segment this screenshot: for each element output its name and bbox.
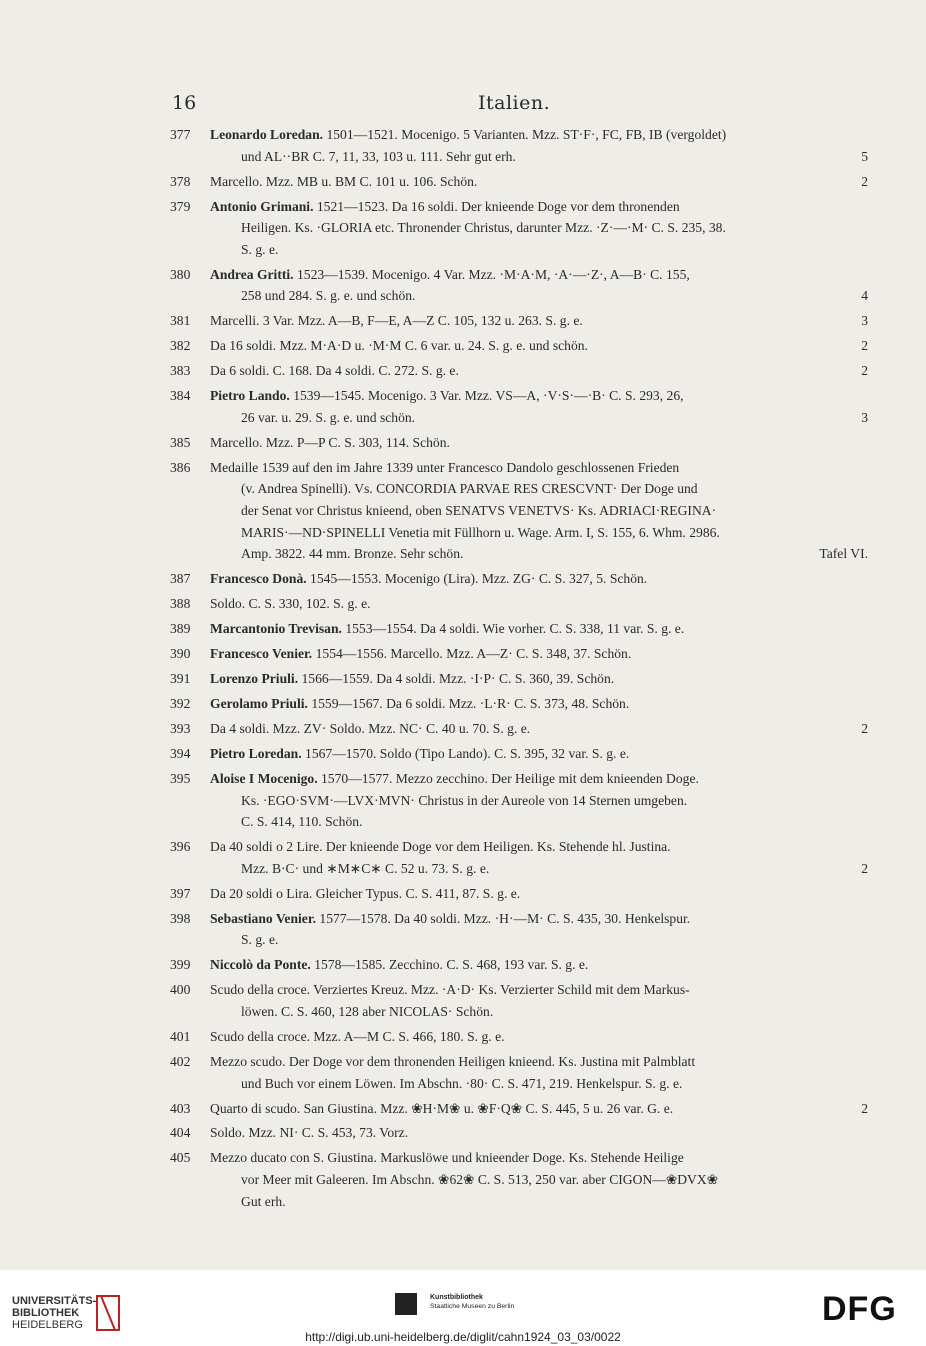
- ruler-name: Francesco Venier.: [210, 646, 313, 662]
- entry-line: [210, 929, 868, 951]
- kb-title: Kunstbibliothek: [430, 1294, 483, 1301]
- entry-text: 258 und 284. S. g. e. und schön.: [241, 288, 416, 304]
- catalog-entry: [170, 643, 868, 665]
- kunstbibliothek-icon: [395, 1293, 417, 1315]
- entry-number: 392: [170, 696, 191, 712]
- ruler-name: Sebastiano Venier.: [210, 910, 317, 926]
- catalog-entry: [170, 618, 868, 640]
- entry-text: Quarto di scudo. San Giustina. Mzz. ❀H·M❀ u. ❀F·Q❀ C. S. 445, 5 u. 26 var. G. e.: [210, 1100, 674, 1116]
- entry-number: 399: [170, 957, 191, 973]
- entry-line: [210, 743, 868, 765]
- entry-number: 400: [170, 982, 191, 998]
- entry-line: [210, 1147, 868, 1169]
- entry-number: 401: [170, 1028, 191, 1044]
- catalog-entry: [170, 360, 868, 382]
- entry-number: 378: [170, 173, 191, 189]
- entry-line: [210, 1122, 868, 1144]
- kunstbibliothek-logo[interactable]: [430, 1293, 514, 1311]
- entry-text: (v. Andrea Spinelli). Vs. CONCORDIA PARVAE RES CRESCVNT· Der Doge und: [241, 481, 698, 497]
- entry-number: 380: [170, 266, 191, 282]
- catalog-entry: [170, 693, 868, 715]
- entry-line: [210, 593, 868, 615]
- entry-number: 386: [170, 459, 191, 475]
- entry-text: 1578—1585. Zecchino. C. S. 468, 193 var. S. g. e.: [310, 957, 589, 973]
- entry-text: Marcello. Mzz. MB u. BM C. 101 u. 106. Schön.: [210, 173, 478, 189]
- entry-number: 404: [170, 1125, 191, 1141]
- entry-number: 395: [170, 771, 191, 787]
- entry-line: [210, 1026, 868, 1048]
- page-title: Italien.: [478, 92, 551, 114]
- catalog-entry: [170, 310, 868, 332]
- ruler-name: Aloise I Mocenigo.: [210, 771, 318, 787]
- entry-number: 384: [170, 388, 191, 404]
- entry-line: [210, 1001, 868, 1023]
- entry-text: vor Meer mit Galeeren. Im Abschn. ❀62❀ C. S. 513, 250 var. aber CIGON—❀DVX❀: [241, 1172, 719, 1188]
- entry-text: 1553—1554. Da 4 soldi. Wie vorher. C. S. 338, 11 var. S. g. e.: [341, 621, 685, 637]
- entry-line: [210, 954, 868, 976]
- page-number: 16: [172, 92, 197, 114]
- entry-number: 387: [170, 571, 191, 587]
- catalog-entry: [170, 979, 868, 1022]
- entry-number: 379: [170, 198, 191, 214]
- entry-text: Mezzo ducato con S. Giustina. Markuslöwe und knieender Doge. Ks. Stehende Heilige: [210, 1150, 684, 1166]
- entry-text: Scudo della croce. Verziertes Kreuz. Mzz. ·A·D· Ks. Verzierter Schild mit dem Markus-: [210, 982, 690, 998]
- catalog-entry: [170, 768, 868, 833]
- entry-line: [210, 668, 868, 690]
- entry-line: [210, 693, 868, 715]
- catalog-entry: [170, 457, 868, 565]
- entry-number: 393: [170, 721, 191, 737]
- entry-line: [210, 1051, 868, 1073]
- entry-line: [210, 1098, 868, 1120]
- ruler-name: Pietro Loredan.: [210, 746, 302, 762]
- entry-number: 382: [170, 338, 191, 354]
- catalog-entry: [170, 1122, 868, 1144]
- entry-number: 397: [170, 885, 191, 901]
- entry-line: [210, 1169, 868, 1191]
- catalog-entry: [170, 1098, 868, 1120]
- entry-line: [210, 457, 868, 479]
- entry-text: Soldo. Mzz. NI· C. S. 453, 73. Vorz.: [210, 1125, 409, 1141]
- entry-text: 1566—1559. Da 4 soldi. Mzz. ·I·P· C. S. 360, 39. Schön.: [298, 671, 615, 687]
- entry-quantity: 4: [861, 288, 868, 304]
- entry-quantity: 3: [861, 313, 868, 329]
- entry-line: [210, 836, 868, 858]
- entry-line: [210, 171, 868, 193]
- entry-number: 389: [170, 621, 191, 637]
- entry-text: löwen. C. S. 460, 128 aber NICOLAS· Schön.: [241, 1003, 494, 1019]
- entry-number: 402: [170, 1053, 191, 1069]
- entry-text: 1567—1570. Soldo (Tipo Lando). C. S. 395, 32 var. S. g. e.: [301, 746, 630, 762]
- entry-text: MARIS·—ND·SPINELLI Venetia mit Füllhorn u. Wage. Arm. I, S. 155, 6. Whm. 2986.: [241, 524, 720, 540]
- entry-line: [210, 790, 868, 812]
- entry-text: Heiligen. Ks. ·GLORIA etc. Thronender Christus, darunter Mzz. ·Z·—·M· C. S. 235, 38.: [241, 220, 726, 236]
- entry-line: [210, 858, 868, 880]
- entry-line: [210, 264, 868, 286]
- entry-quantity: 2: [861, 363, 868, 379]
- entry-number: 381: [170, 313, 191, 329]
- entry-quantity: 2: [861, 173, 868, 189]
- ruler-name: Gerolamo Priuli.: [210, 696, 308, 712]
- entry-text: und AL··BR C. 7, 11, 33, 103 u. 111. Sehr gut erh.: [241, 148, 516, 164]
- catalog-entry: [170, 264, 868, 307]
- catalog-entry: [170, 743, 868, 765]
- entry-number: 403: [170, 1100, 191, 1116]
- entry-line: [210, 239, 868, 261]
- entry-text: 1539—1545. Mocenigo. 3 Var. Mzz. VS—A, ·V·S·—·B· C. S. 293, 26,: [289, 388, 684, 404]
- catalog-entry: [170, 196, 868, 261]
- entry-line: [210, 908, 868, 930]
- entry-number: 388: [170, 596, 191, 612]
- entry-line: [210, 335, 868, 357]
- entry-text: Amp. 3822. 44 mm. Bronze. Sehr schön.: [241, 546, 464, 562]
- entry-text: C. S. 414, 110. Schön.: [241, 814, 363, 830]
- entry-line: [210, 979, 868, 1001]
- entry-number: 383: [170, 363, 191, 379]
- entry-text: Ks. ·EGO·SVM·—LVX·MVN· Christus in der Aureole von 14 Sternen umgeben.: [241, 792, 688, 808]
- ruler-name: Lorenzo Priuli.: [210, 671, 299, 687]
- entry-line: [210, 643, 868, 665]
- catalog-entry: [170, 718, 868, 740]
- entry-text: Scudo della croce. Mzz. A—M C. S. 466, 180. S. g. e.: [210, 1028, 505, 1044]
- catalog-entry: [170, 883, 868, 905]
- entry-line: [210, 1191, 868, 1213]
- entry-quantity: 2: [861, 1100, 868, 1116]
- entry-text: Medaille 1539 auf den im Jahre 1339 unter Francesco Dandolo geschlossenen Frieden: [210, 459, 680, 475]
- entry-line: [210, 883, 868, 905]
- entry-quantity: 2: [861, 721, 868, 737]
- kb-sub: Staatliche Museen zu Berlin: [430, 1303, 515, 1310]
- catalog-entry: [170, 1051, 868, 1094]
- entry-line: [210, 407, 868, 429]
- catalog-entry: [170, 335, 868, 357]
- ruler-name: Antonio Grimani.: [210, 198, 314, 214]
- entry-number: 394: [170, 746, 191, 762]
- ruler-name: Niccolò da Ponte.: [210, 957, 311, 973]
- catalog-entry: [170, 593, 868, 615]
- entry-line: [210, 432, 868, 454]
- entry-line: [210, 768, 868, 790]
- ruler-name: Marcantonio Trevisan.: [210, 621, 342, 637]
- entry-text: Da 40 soldi o 2 Lire. Der knieende Doge vor dem Heiligen. Ks. Stehende hl. Justina.: [210, 839, 671, 855]
- ruler-name: Leonardo Loredan.: [210, 127, 324, 142]
- entry-line: [210, 522, 868, 544]
- catalog-entry: [170, 954, 868, 976]
- entry-line: [210, 478, 868, 500]
- catalog-entry: [170, 385, 868, 428]
- entry-text: Da 4 soldi. Mzz. ZV· Soldo. Mzz. NC· C. 40 u. 70. S. g. e.: [210, 721, 531, 737]
- ruler-name: Pietro Lando.: [210, 388, 290, 404]
- entry-text: Mezzo scudo. Der Doge vor dem thronenden Heiligen knieend. Ks. Justina mit Palmblatt: [210, 1053, 696, 1069]
- catalog-entry: [170, 1147, 868, 1212]
- catalog-entry: [170, 908, 868, 951]
- entry-quantity: Tafel VI.: [819, 546, 868, 562]
- entry-line: [210, 1073, 868, 1095]
- entry-text: Soldo. C. S. 330, 102. S. g. e.: [210, 596, 371, 612]
- entry-text: Da 6 soldi. C. 168. Da 4 soldi. C. 272. S. g. e.: [210, 363, 459, 379]
- entry-number: 398: [170, 910, 191, 926]
- entry-text: 26 var. u. 29. S. g. e. und schön.: [241, 409, 416, 425]
- catalog-entry: [170, 171, 868, 193]
- entry-number: 390: [170, 646, 191, 662]
- entry-number: 405: [170, 1150, 191, 1166]
- entry-text: S. g. e.: [241, 932, 279, 948]
- entry-text: 1523—1539. Mocenigo. 4 Var. Mzz. ·M·A·M, ·A·—·Z·, A—B· C. 155,: [293, 266, 690, 282]
- entry-text: S. g. e.: [241, 241, 279, 257]
- entry-text: 1554—1556. Marcello. Mzz. A—Z· C. S. 348, 37. Schön.: [312, 646, 632, 662]
- catalog-entry: [170, 836, 868, 879]
- entry-line: [210, 146, 868, 168]
- entry-number: 391: [170, 671, 191, 687]
- entry-text: 1570—1577. Mezzo zecchino. Der Heilige mit dem knieenden Doge.: [317, 771, 699, 787]
- entry-text: der Senat vor Christus knieend, oben SENATVS VENETVS· Ks. ADRIACI·REGINA·: [241, 503, 717, 519]
- ub-line1: UNIVERSITÄTS-: [12, 1295, 97, 1307]
- entry-line: [210, 360, 868, 382]
- entry-text: 1577—1578. Da 40 soldi. Mzz. ·H·—M· C. S. 435, 30. Henkelspur.: [316, 910, 691, 926]
- entry-line: [210, 811, 868, 833]
- entry-quantity: 3: [861, 409, 868, 425]
- entry-quantity: 5: [861, 148, 868, 164]
- entry-text: Marcello. Mzz. P—P C. S. 303, 114. Schön.: [210, 434, 450, 450]
- entry-quantity: 2: [861, 338, 868, 354]
- catalog-entry: [170, 568, 868, 590]
- source-url-link[interactable]: http://digi.ub.uni-heidelberg.de/diglit/cahn1924_03_03/0022: [305, 1330, 621, 1344]
- entry-text: Da 20 soldi o Lira. Gleicher Typus. C. S. 411, 87. S. g. e.: [210, 885, 521, 901]
- catalog-entry: [170, 432, 868, 454]
- catalog-entry: [170, 668, 868, 690]
- entry-line: [210, 310, 868, 332]
- entry-line: [210, 718, 868, 740]
- entry-text: und Buch vor einem Löwen. Im Abschn. ·80· C. S. 471, 219. Henkelspur. S. g. e.: [241, 1075, 683, 1091]
- entry-line: [210, 124, 868, 146]
- entry-text: Mzz. B·C· und ∗M∗C∗ C. 52 u. 73. S. g. e.: [241, 860, 490, 876]
- entry-line: [210, 285, 868, 307]
- catalog-entry: [170, 1026, 868, 1048]
- entry-text: Gut erh.: [241, 1193, 286, 1209]
- entry-text: Marcelli. 3 Var. Mzz. A—B, F—E, A—Z C. 105, 132 u. 263. S. g. e.: [210, 313, 583, 329]
- entry-number: 396: [170, 839, 191, 855]
- entry-text: Da 16 soldi. Mzz. M·A·D u. ·M·M C. 6 var. u. 24. S. g. e. und schön.: [210, 338, 588, 354]
- entry-text: 1501—1521. Mocenigo. 5 Varianten. Mzz. ST·F·, FC, FB, IB (vergoldet): [323, 127, 727, 142]
- entry-text: 1545—1553. Mocenigo (Lira). Mzz. ZG· C. S. 327, 5. Schön.: [306, 571, 648, 587]
- catalog-entry: [170, 124, 868, 167]
- ub-line3: HEIDELBERG: [12, 1319, 83, 1331]
- ub-heidelberg-logo[interactable]: [12, 1295, 96, 1331]
- entry-line: [210, 217, 868, 239]
- entry-line: [210, 385, 868, 407]
- entry-line: [210, 196, 868, 218]
- entry-text: 1559—1567. Da 6 soldi. Mzz. ·L·R· C. S. 373, 48. Schön.: [307, 696, 630, 712]
- dfg-logo[interactable]: DFG: [822, 1290, 897, 1328]
- entry-text: 1521—1523. Da 16 soldi. Der knieende Doge vor dem thronenden: [313, 198, 680, 214]
- entry-line: [210, 618, 868, 640]
- entry-quantity: 2: [861, 860, 868, 876]
- entry-line: [210, 500, 868, 522]
- entry-line: [210, 568, 868, 590]
- entry-line: [210, 543, 868, 565]
- ub-line2: BIBLIOTHEK: [12, 1307, 80, 1319]
- entry-number: 385: [170, 434, 191, 450]
- entry-number: 377: [170, 127, 191, 142]
- ruler-name: Francesco Donà.: [210, 571, 307, 587]
- catalog-entries: [170, 124, 868, 1216]
- ruler-name: Andrea Gritti.: [210, 266, 294, 282]
